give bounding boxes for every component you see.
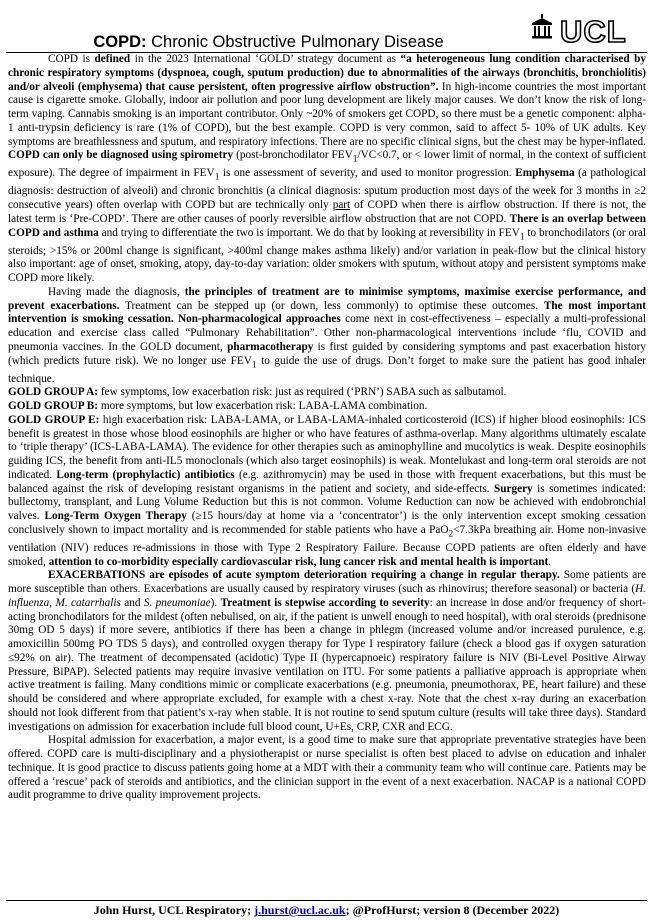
bold-run: There is an overlap between COPD and asthma — [8, 212, 646, 239]
bold-run: EXACERBATIONS are episodes of acute symptom deterioration requiring a change in regular therapy. — [48, 569, 560, 582]
paragraph-treatment — [8, 286, 646, 387]
text-run: (e.g. azithromycin) may be used in those with frequent exacerbations, but this must be balanced against the risk of developing resistant organisms in the patient and society, and side-effects. — [8, 468, 646, 495]
text-run: is one assessment of severity, and used to monitor progression. — [219, 167, 516, 180]
group-label: GOLD GROUP E: — [8, 413, 100, 426]
bold-run: Long-Term Oxygen Therapy — [44, 510, 187, 522]
text-run: COPD is — [48, 53, 95, 65]
subscript: 1 — [519, 231, 525, 242]
bold-run: Long-term (prophylactic) antibiotics — [56, 468, 235, 481]
text-run: to bronchodilators (or oral steroids; >15% or 200ml change is significant, >400ml change makes asthma likely) and/or variation in peak-flow but the clinical history also important: age of onset, smoking, atopy, day-to-day variation: older smokers with sputum, without atopy and persistent symptoms make COPD more likely. — [8, 226, 646, 284]
text-run: come next in cost-effectiveness – especially a multi-professional education and exercise class called “Pulmonary Rehabilitation”. Other non-pharmacological interventions include ‘flu, COVID and pneumonia vaccines. In the GOLD document, — [8, 313, 646, 353]
bold-run: COPD can only be diagnosed using spirometry — [8, 149, 234, 162]
text-run: and — [120, 596, 144, 609]
bold-run: Treatment is stepwise according to severity — [220, 596, 430, 609]
text-run: to guide the use of drugs. Don’t forget to make sure the patient has good inhaler technique. — [8, 354, 646, 385]
bold-run: The most important intervention is smoking cessation. — [8, 299, 646, 326]
bold-run: defined — [94, 53, 131, 65]
text-run: in the 2023 International ‘GOLD’ strategy document as — [130, 53, 401, 65]
page-title — [4, 33, 533, 52]
bold-run: pharmacotherapy — [227, 340, 314, 353]
text-run: high exacerbation risk: LABA-LAMA, or LABA-LAMA-inhaled corticosteroid (ICS) if higher blood eosinophils: ICS benefit is greatest in those whose blood eosinophils are higher or who have features of asthma-overlap. Many algorithms ultimately escalate to ‘triple therapy’ (ICS-LABA-LAMA). The evidence for other therapies such as aminophylline and mucolytics is weak. Despite eosinophils guiding ICS, the benefit from anti-IL5 monoclonals (which also target eosinophils) is weak. Montelukast and long-term oral steroids are not indicated. — [8, 413, 646, 481]
portico-icon — [532, 14, 552, 39]
text-run: <7.3kPa breathing air. Home non-invasive ventilation (NIV) reduces re-admissions in those with Type 2 Respiratory Failure. Because COPD patients are often elderly and have smoked, — [8, 523, 646, 568]
paragraph-exacerbations — [8, 569, 646, 734]
text-run: is sometimes indicated: bullectomy, transplant, and Lung Volume Reduction but this is not common. Volume Reduction can now be achieved with endobronchial valves. — [8, 482, 646, 522]
footer-divider — [6, 900, 647, 901]
italic-run: H. influenza, M. catarrhalis — [8, 583, 646, 609]
text-run: Hospital admission for exacerbation, a major event, is a good time to make sure that appropriate preventative strategies have been offered. COPD care is multi-disciplinary and a physiotherapist or nurse specialist is often best placed to advise on education and inhaler technique. It is good practice to discuss patients going home at a MDT with their a community team who will continue care. Patients may be offered a ‘rescue’ pack of steroids and antibiotics, and the clinician support in the event of a next exacerbation. NACAP is a national COPD audit programme to drive quality improvement projects. — [8, 734, 646, 802]
text-run: few symptoms, low exacerbation risk: just as required (‘PRN’) SABA such as salbutamol. — [98, 386, 507, 399]
author-email-link[interactable]: j.hurst@ucl.ac.uk — [254, 903, 346, 917]
text-run: Some patients are more susceptible than others. Exacerbations are usually caused by respiratory viruses (such as rhinovirus; therefore seasonal) or bacteria ( — [8, 569, 646, 595]
paragraph-definition — [8, 53, 646, 286]
ucl-logo-text: UCL — [560, 14, 627, 46]
subscript: 1 — [251, 359, 257, 370]
text-run: and trying to differentiate the two is important. We do that by looking at reversibility in FEV — [98, 226, 520, 239]
page-footer — [0, 903, 653, 918]
gold-group-b — [8, 400, 646, 414]
text-run: /VC<0.7, or < lower limit of normal, in the context of sufficient exposure). The degree of impairment in FEV — [8, 149, 646, 180]
gold-group-e — [8, 414, 646, 570]
footer-author: John Hurst, UCL Respiratory; — [93, 903, 255, 917]
underlined-run: part — [332, 199, 351, 211]
text-run: Treatment can be stepped up (or down, less commonly) to optimise these outcomes. — [119, 299, 544, 312]
subscript: 2 — [448, 529, 454, 539]
text-run: of COPD when there is airflow obstruction. If there is not, the latest term is ‘Pre-COPD’. There are other causes of poorly reversible airflow obstruction that are not COPD. — [8, 199, 646, 225]
text-run: : an increase in dose and/or frequency of short-acting bronchodilators for the mildest (often nebulised, on air, if the patient is unwell enough to need hospital), with oral steroids (prednisone 30mg OD 5 days) if more severe, antibiotics if there has been a change in phlegm (increased volume and/or increased purulence, e.g. amoxicillin 500mg PO TDS 5 days), and controlled oxygen therapy for Type I respiratory failure (check a blood gas if oxygen saturation ≤92% on air). The treatment of decompensated (acidotic) Type II (hypercapnoeic) respiratory failure is NIV (Bi-Level Positive Airway Pressure, BiPAP). Selected patients may require invasive ventilation on ITU. For some patients a palliative approach is appropriate when active treatment is failing. Many conditions mimic or complicate exacerbations (e.g. pneumonia, pneumothorax, PE, heart failure) and these should be considered and where appropriate excluded, for example with a chest x-ray. Note that the chest x-ray during an exacerbation should not look different from that patient’s x-ray when stable. It is not routine to send sputum culture (results will take three days). Standard investigations on admission for exacerbation include full blood count, U+Es, CRP, CXR and ECG. — [8, 596, 646, 733]
text-run: (post-bronchodilator FEV — [233, 149, 353, 162]
group-label: GOLD GROUP B: — [8, 400, 99, 412]
text-run: In high-income countries the most important cause is cigarette smoke. Globally, indoor air pollution and poor lung development are likely major causes. We don’t know the risk of long-term vaping. Cannabis smoking is an important contributor. Only ~20% of smokers get COPD, so there must be a genetic component: alpha-1 anti-trypsin deficiency is rare (1% of COPD), but the best example. COPD is very common, said to affect 5- 10% of UK adults. Key symptoms are breathlessness and sputum, and respiratory infections. There are no specific clinical signs, but the chest may be hyper-inflated. — [8, 80, 646, 148]
ucl-logo — [530, 14, 642, 46]
gold-group-a — [8, 386, 646, 400]
bold-run: Non-pharmacological approaches — [177, 313, 341, 326]
text-run: is first guided by considering symptoms and past exacerbation history (which predicts future risk). We no longer use FEV — [8, 340, 646, 367]
text-run: (a pathological diagnosis: destruction of alveoli) and chronic bronchitis (a clinical diagnosis: sputum production most days of the week for 3 months in ≥2 consecutive years) often overlap with COPD but are technically only — [8, 167, 646, 211]
title-acronym: COPD: — [93, 33, 147, 51]
group-label: GOLD GROUP A: — [8, 386, 99, 399]
subscript: 1 — [214, 172, 220, 183]
footer-version: ; @ProfHurst; version 8 (December 2022) — [345, 903, 560, 917]
bold-run: the principles of treatment are to minimise symptoms, maximise exercise performance, and prevent exacerbations. — [8, 285, 646, 312]
subscript: 1 — [352, 154, 358, 165]
text-run: (≥15 hours/day at home via a ‘concentrator’) is the only intervention except smoking cessation conclusively shown to impact mortality and is recommended for stable patients who have a PaO — [8, 510, 646, 536]
page-header — [0, 0, 653, 52]
bold-run: attention to co-morbidity especially cardiovascular risk, lung cancer risk and mental health is important — [48, 555, 549, 568]
text-run: ). — [210, 596, 221, 609]
title-full-name: Chronic Obstructive Pulmonary Disease — [146, 33, 444, 51]
bold-run: Surgery — [493, 482, 533, 495]
paragraph-hospital-admission — [8, 734, 646, 803]
bold-run: Emphysema — [515, 167, 575, 180]
italic-run: S. pneumoniae — [143, 596, 211, 609]
document-body — [8, 53, 646, 897]
text-run: . — [548, 555, 552, 568]
text-run: Having made the diagnosis, — [48, 285, 185, 298]
text-run: more symptoms, but low exacerbation risk: LABA-LAMA combination. — [98, 400, 428, 412]
gold-definition-quote: “a heterogeneous lung condition characterised by chronic respiratory symptoms (dyspnoea, cough, sputum production) due to abnormalities of the airways (bronchitis, bronchiolitis) and/or alveoli (emphysema) that cause persistent, often progressive airflow obstruction”. — [8, 53, 646, 93]
